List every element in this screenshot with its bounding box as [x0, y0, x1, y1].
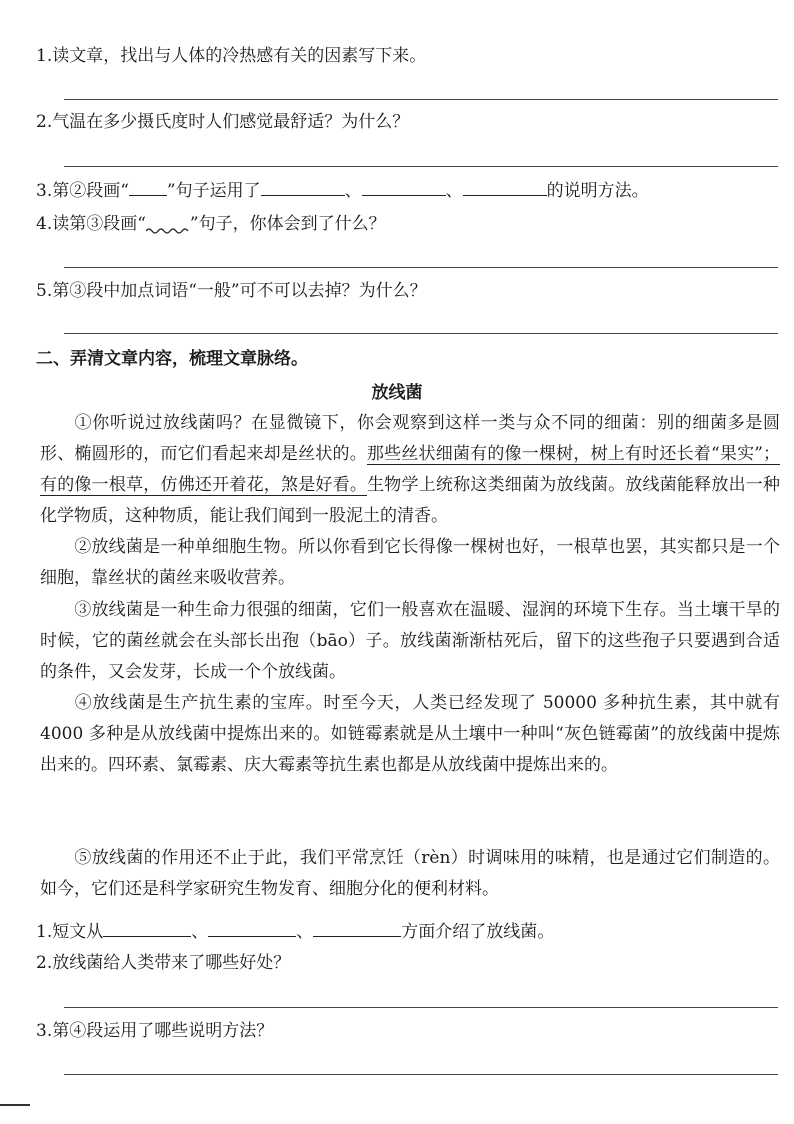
fill-blank-3[interactable] [463, 177, 547, 196]
paragraph-3 [40, 595, 780, 688]
section-2-question-2: 2.放线菌给人类带来了哪些好处？ [36, 953, 291, 973]
page-edge-mark [0, 1104, 30, 1106]
question-5: 5.第③段中加点词语“一般”可不可以去掉？为什么？ [36, 281, 427, 301]
paragraph-4 [40, 688, 780, 781]
section-2-question-3: 3.第④段运用了哪些说明方法？ [36, 1021, 274, 1041]
paragraph-2 [40, 532, 780, 594]
paragraph-1-part-a: ①你听说过放线菌吗？在显微镜下，你会观察到这样一类与众不同的细菌：别的细菌多是圆形、椭圆形的，而它们看起来却是丝状的。 [40, 413, 780, 464]
question-3-part-e: 的说明方法。 [546, 181, 649, 201]
paragraph-5-text: ⑤放线菌的作用还不止于此，我们平常烹饪（rèn）时调味用的味精，也是通过它们制造的。如今，它们还是科学家研究生物发育、细胞分化的便利材料。 [40, 848, 780, 899]
question-3-part-c: 、 [344, 181, 362, 201]
question-4-part-b: ”句子，你体会到了什么？ [189, 214, 386, 234]
answer-line-5[interactable] [64, 333, 778, 334]
question-3-part-d: 、 [445, 181, 463, 201]
section-2-question-1 [36, 918, 554, 944]
s2-answer-line-3[interactable] [64, 1074, 778, 1075]
article-title: 放线菌 [371, 383, 423, 403]
wavy-underline-icon [146, 211, 190, 229]
question-3 [36, 177, 649, 203]
s2q1-part-b: 、 [191, 922, 209, 942]
s2q1-part-c: 、 [296, 922, 314, 942]
s2-fill-blank-2[interactable] [208, 918, 296, 937]
answer-line-1[interactable] [64, 99, 778, 100]
fill-blank-1[interactable] [261, 177, 345, 196]
question-3-part-b: ”句子运用了 [166, 181, 261, 201]
underlined-sentence: 那些丝状细菌有的像一棵树，树上有时还长着“果实”；有的像一根草，仿佛还开着花，煞是好看。 [40, 444, 781, 495]
paragraph-2-text: ②放线菌是一种单细胞生物。所以你看到它长得像一棵树也好，一根草也罢，其实都只是一个细胞，靠丝状的菌丝来吸收营养。 [40, 537, 780, 588]
s2-fill-blank-1[interactable] [103, 918, 191, 937]
question-3-part-a: 3.第②段画“ [36, 181, 129, 201]
section-2-title: 二、弄清文章内容，梳理文章脉络。 [36, 349, 308, 369]
answer-line-2[interactable] [64, 166, 778, 167]
paragraph-4-text: ④放线菌是生产抗生素的宝库。时至今天，人类已经发现了 50000 多种抗生素，其中就有 4000 多种是从放线菌中提炼出来的。如链霉素就是从土壤中一种叫“灰色链霉菌”的放线菌中提炼出来的。四环素、氯霉素、庆大霉素等抗生素也都是从放线菌中提炼出来的。 [40, 693, 780, 775]
question-2: 2.气温在多少摄氏度时人们感觉最舒适？为什么？ [36, 112, 410, 132]
s2q1-part-d: 方面介绍了放线菌。 [401, 922, 555, 942]
question-4 [36, 211, 386, 236]
fill-blank-2[interactable] [362, 177, 446, 196]
question-4-part-a: 4.读第③段画“ [36, 214, 146, 234]
s2-answer-line-2[interactable] [64, 1007, 778, 1008]
s2-fill-blank-3[interactable] [313, 918, 401, 937]
answer-line-4[interactable] [64, 267, 778, 268]
sentence-blank [129, 177, 167, 196]
paragraph-1 [40, 408, 780, 532]
paragraph-5 [40, 843, 780, 905]
paragraph-3-text: ③放线菌是一种生命力很强的细菌，它们一般喜欢在温暖、湿润的环境下生存。当土壤干旱的时候，它的菌丝就会在头部长出孢（bāo）子。放线菌渐渐枯死后，留下的这些孢子只要遇到合适的条件，又会发芽，长成一个个放线菌。 [40, 600, 780, 682]
question-1: 1.读文章，找出与人体的冷热感有关的因素写下来。 [36, 46, 427, 66]
s2q1-part-a: 1.短文从 [36, 922, 104, 942]
paragraph-1-part-b: 生物学上统称这类细菌为放线菌。放线菌能释放出一种化学物质，这种物质，能让我们闻到一股泥土的清香。 [40, 475, 781, 526]
